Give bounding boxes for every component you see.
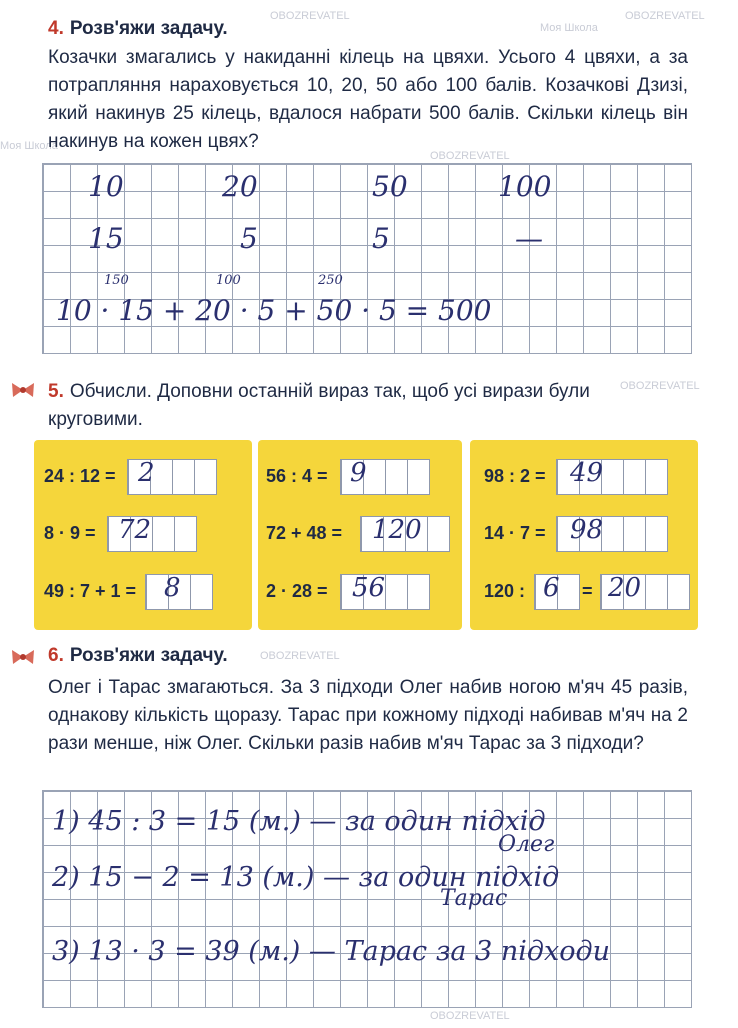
task5-answer: 2	[138, 458, 155, 488]
task4-equation: 10 · 15 + 20 · 5 + 50 · 5 = 500	[56, 294, 492, 327]
watermark: OBOZREVATEL	[270, 10, 350, 22]
task4-title: Розв'яжи задачу.	[69, 18, 228, 39]
task5-answer: 8	[164, 573, 181, 603]
task5-expression: 56 : 4 =	[266, 466, 328, 486]
task4-small-note: 100	[216, 273, 241, 288]
watermark: OBOZREVATEL	[620, 380, 700, 392]
task5-answer: 9	[350, 458, 367, 488]
task5-number: 5.	[48, 381, 64, 402]
task5-answer: 56	[352, 573, 386, 603]
task4-row1-cell: 50	[372, 170, 408, 203]
task5-answer: 49	[570, 458, 604, 488]
bow-icon	[10, 381, 36, 399]
task5-answer: 120	[372, 515, 422, 545]
task5-expression: 8 · 9 =	[44, 523, 96, 543]
task6-number: 6.	[48, 645, 64, 666]
task6-note: Олег	[498, 832, 555, 857]
task6-solution-line: 1) 45 : 3 = 15 (м.) — за один підхід	[52, 806, 546, 837]
task6-text: Олег і Тарас змагаються. За 3 підходи Олег набив ногою м'яч 45 разів, однакову кількість щоразу. Тарас при кожному підході набивав м'яч на 2 рази менше, ніж Олег. Скільки разів набив м'яч Тарас за 3 підходи?	[48, 677, 688, 754]
task5-equals: =	[582, 581, 593, 601]
task4-row1-cell: 10	[88, 170, 124, 203]
task5-answer: 72	[118, 515, 152, 545]
task5-expression: 14 · 7 =	[484, 523, 546, 543]
task5-expression: 24 : 12 =	[44, 466, 116, 486]
task5-answer-mid: 6	[543, 573, 560, 603]
task5-answer: 20	[608, 573, 642, 603]
watermark: OBOZREVATEL	[260, 650, 340, 662]
task4-row2-cell: 5	[372, 222, 390, 255]
task5-heading	[48, 378, 688, 434]
task4-row1-cell: 100	[498, 170, 552, 203]
watermark: OBOZREVATEL	[430, 150, 510, 162]
task4-small-note: 150	[104, 273, 129, 288]
task4-small-note: 250	[318, 273, 343, 288]
task5-expression: 49 : 7 + 1 =	[44, 581, 137, 601]
bow-icon	[10, 648, 36, 666]
task4-number: 4.	[48, 18, 64, 39]
task5-title: Обчисли. Доповни останній вираз так, щоб усі вирази були круговими.	[48, 381, 590, 430]
task6-solution-line: 3) 13 · 3 = 39 (м.) — Тарас за 3 підходи	[52, 936, 610, 967]
task5-expression: 120 :	[484, 581, 526, 601]
task4-row1-cell: 20	[222, 170, 258, 203]
task6-title: Розв'яжи задачу.	[69, 645, 228, 666]
watermark: Моя Школа	[540, 22, 598, 34]
watermark: Моя Школа	[0, 140, 58, 152]
task4-heading	[48, 18, 228, 40]
task6-heading	[48, 645, 228, 667]
task4-text: Козачки змагались у накиданні кілець на цвяхи. Усього 4 цвяхи, а за потрапляння нараховується 10, 20, 50 або 100 балів. Козачкові Дзизі, який накинув 25 кілець, вдалося набрати 500 балів. Скільки кілець він накинув на кожен цвях?	[48, 47, 688, 152]
watermark: OBOZREVATEL	[430, 1010, 510, 1022]
task4-row2-cell: —	[515, 222, 543, 255]
task5-expression: 98 : 2 =	[484, 466, 546, 486]
task6-note: Тарас	[440, 886, 508, 911]
task4-row2-cell: 15	[88, 222, 124, 255]
task5-expression: 72 + 48 =	[266, 523, 343, 543]
task4-row2-cell: 5	[240, 222, 258, 255]
task5-expression: 2 · 28 =	[266, 581, 328, 601]
task6-solution-line: 2) 15 − 2 = 13 (м.) — за один підхід	[52, 862, 560, 893]
task5-answer: 98	[570, 515, 604, 545]
watermark: OBOZREVATEL	[625, 10, 705, 22]
